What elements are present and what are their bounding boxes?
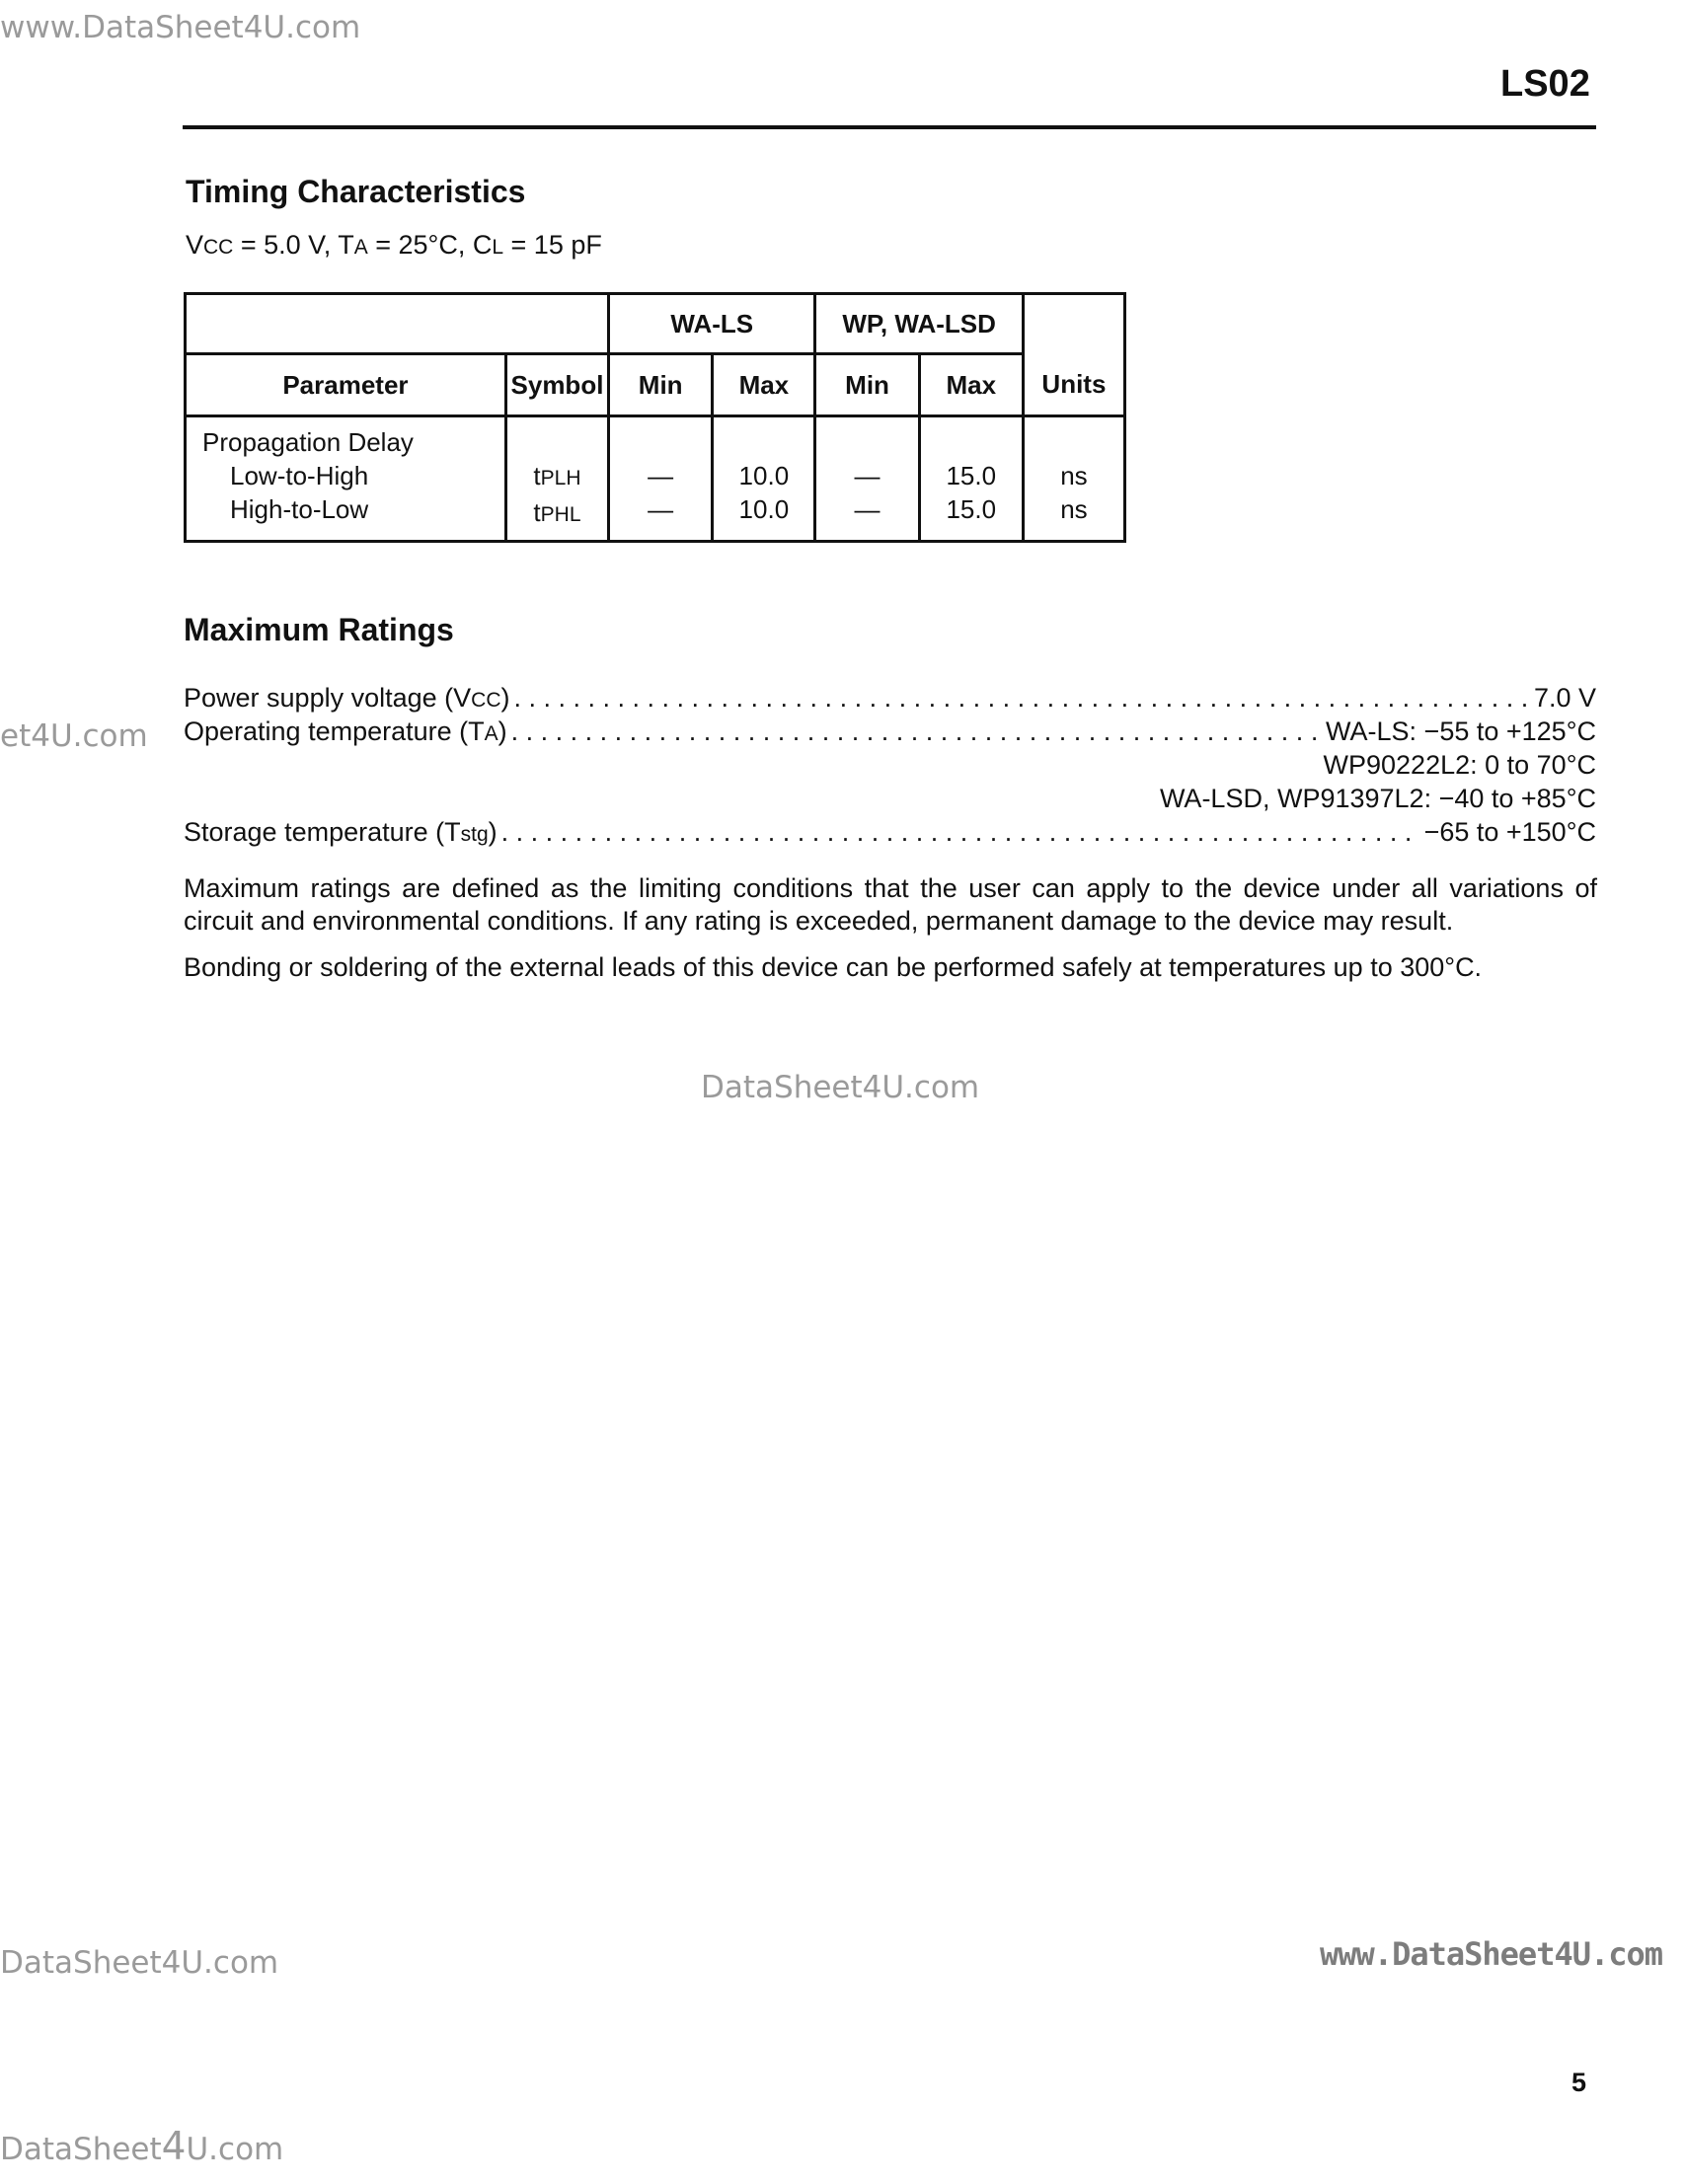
leader-dots: [501, 817, 1420, 848]
symbol-tplh: tPLH: [533, 461, 581, 490]
symbol-tphl: tPHL: [533, 497, 581, 527]
cl-symbol: C: [472, 230, 493, 260]
part-number: LS02: [1500, 63, 1590, 105]
wa-ls-min-hl: —: [648, 494, 674, 524]
parameter-group-label: Propagation Delay: [202, 427, 414, 457]
ta-subscript: A: [353, 236, 368, 259]
col-header-max-2: Max: [919, 354, 1023, 416]
watermark-top: www.DataSheet4U.com: [0, 10, 361, 45]
test-conditions: [186, 230, 602, 261]
cl-value: = 15 pF: [503, 230, 602, 260]
wa-lsd-max-hl: 15.0: [946, 494, 997, 524]
vcc-subscript: CC: [203, 236, 234, 259]
wa-ls-min-lh: —: [648, 461, 674, 490]
units-hl: ns: [1060, 494, 1088, 524]
col-header-min-2: Min: [815, 354, 919, 416]
timing-table: [184, 292, 1126, 543]
rating-power-supply-label: Power supply voltage (VCC): [184, 683, 510, 713]
rating-operating-temp-label: Operating temperature (TA): [184, 716, 507, 746]
vcc-symbol: V: [186, 230, 204, 260]
wa-ls-max-cell: [713, 416, 815, 542]
ta-symbol: T: [338, 230, 354, 260]
wa-ls-max-lh: 10.0: [738, 461, 790, 490]
wa-lsd-min-lh: —: [854, 461, 881, 490]
table-row: [186, 416, 1125, 542]
wa-ls-min-cell: [609, 416, 713, 542]
ta-value: = 25°C,: [367, 230, 473, 260]
col-header-symbol: Symbol: [505, 354, 608, 416]
rating-operating-temp-wa-lsd: WA-LSD, WP91397L2: −40 to +85°C: [1159, 784, 1596, 813]
group-header-wp-wa-lsd: WP, WA-LSD: [815, 294, 1023, 354]
column-header-row: [186, 354, 1125, 416]
watermark-footer-big: 4: [161, 2125, 187, 2169]
parameter-high-to-low: High-to-Low: [230, 494, 369, 524]
parameter-low-to-high: Low-to-High: [230, 461, 369, 490]
watermark-center: DataSheet4U.com: [701, 1070, 980, 1105]
watermark-footer-prefix: DataSheet: [0, 2132, 162, 2167]
col-header-units: Units: [1023, 354, 1124, 416]
timing-title: Timing Characteristics: [186, 174, 526, 209]
vcc-value: = 5.0 V,: [233, 230, 339, 260]
col-header-parameter: Parameter: [186, 354, 506, 416]
rating-power-supply: [184, 683, 1596, 714]
page-number: 5: [1571, 2068, 1587, 2097]
watermark-footer-suffix: U.com: [186, 2132, 284, 2167]
group-header-row: [186, 294, 1125, 354]
bonding-note: Bonding or soldering of the external leads of this device can be performed safely at temperatures up to 300°C.: [184, 952, 1483, 982]
rating-operating-temp-wp90222l2: WP90222L2: 0 to 70°C: [1323, 750, 1596, 780]
parameter-cell: [186, 416, 506, 542]
wa-lsd-max-cell: [919, 416, 1023, 542]
header-rule: [183, 125, 1596, 129]
watermark-left: et4U.com: [0, 718, 148, 754]
wa-lsd-max-lh: 15.0: [946, 461, 997, 490]
watermark-footer: [0, 2125, 283, 2169]
watermark-bottom-right: www.DataSheet4U.com: [1320, 1935, 1663, 1973]
rating-storage-temp-label: Storage temperature (Tstg): [184, 817, 498, 847]
wa-ls-max-hl: 10.0: [738, 494, 790, 524]
cl-subscript: L: [492, 236, 504, 259]
rating-storage-temp: [184, 817, 1596, 848]
wa-lsd-min-cell: [815, 416, 919, 542]
col-header-max-1: Max: [713, 354, 815, 416]
wa-lsd-min-hl: —: [854, 494, 881, 524]
rating-operating-temp: [184, 716, 1596, 747]
max-ratings-definition: Maximum ratings are defined as the limiting conditions that the user can apply to the device under all variations of circuit and environmental conditions. If any rating is exceeded, permanent damage to the device may result.: [184, 873, 1597, 936]
units-cell: [1023, 416, 1124, 542]
header-blank-units: [1023, 294, 1124, 354]
symbol-cell: [505, 416, 608, 542]
watermark-bottom-left: DataSheet4U.com: [0, 1945, 279, 1981]
leader-dots: [511, 716, 1322, 747]
rating-power-supply-value: 7.0 V: [1533, 683, 1596, 713]
leader-dots: [514, 683, 1530, 714]
header-blank-cell: [186, 294, 609, 354]
max-ratings-title: Maximum Ratings: [184, 612, 454, 647]
col-header-min-1: Min: [609, 354, 713, 416]
rating-operating-temp-value: WA-LS: −55 to +125°C: [1326, 716, 1596, 746]
units-lh: ns: [1060, 461, 1088, 490]
group-header-wa-ls: WA-LS: [609, 294, 815, 354]
rating-storage-temp-value: −65 to +150°C: [1423, 817, 1596, 847]
